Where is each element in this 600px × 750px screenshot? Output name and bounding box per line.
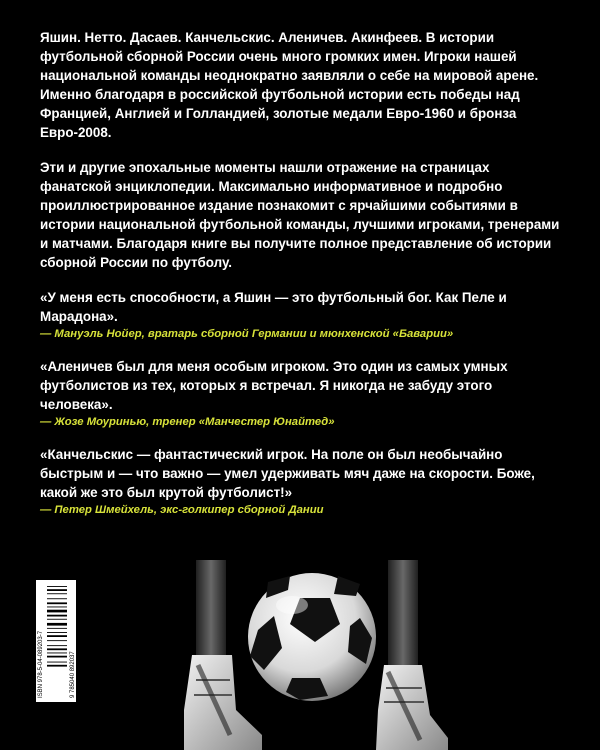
barcode-bar	[47, 586, 67, 587]
barcode-bar	[47, 635, 67, 637]
quote-author: — Петер Шмейхель, экс-голкипер сборной Дании	[40, 504, 324, 516]
back-cover-text	[40, 28, 562, 533]
quote-text: «Канчельскис — фантастический игрок. На поле он был необычайно быстрым и — что важно — умел удерживать мяч даже на скорости. Боже, какой же это был крутой футболист!»	[40, 447, 535, 500]
barcode-bar	[47, 628, 67, 629]
barcode-bar	[47, 598, 67, 599]
ball-icon	[248, 573, 376, 701]
description-paragraph: Эти и другие эпохальные моменты нашли отражение на страницах фанатской энциклопедии. Максимально информативное и подробно проиллюстрированное издание познакомит с ярчайшими событиями в истории национальной футбольной команды, лучшими игроками, тренерами и матчами. Благодаря книге вы получите полное представление об истории сборной России по футболу.	[40, 160, 560, 270]
barcode-bar	[47, 645, 67, 646]
barcode-bar	[47, 662, 67, 663]
quote-text: «Аленичев был для меня особым игроком. Это один из самых умных футболистов из тех, которых я встречал. Я никогда не забуду этого человека».	[40, 359, 508, 412]
right-boot-icon	[376, 560, 448, 750]
quote-author: — Жозе Моуринью, тренер «Манчестер Юнайтед»	[40, 416, 335, 428]
barcode-bar	[47, 665, 67, 667]
barcode-bar	[47, 589, 67, 591]
barcode-bar	[47, 602, 67, 604]
barcode-bar	[47, 648, 67, 650]
quote-mourinho	[40, 357, 562, 430]
quote-schmeichel	[40, 445, 562, 518]
barcode-bar	[47, 632, 67, 633]
barcode-digits: 9 785040 892037	[70, 651, 76, 698]
intro-paragraph: Яшин. Нетто. Дасаев. Канчельскис. Аленичев. Акинфеев. В истории футбольной сборной России очень много громких имен. Игроки нашей национальной команды неоднократно заявляли о себе на мировой арене. Именно благодаря в российской футбольной истории есть победы над Францией, Англией и Голландией, золотые медали Евро-1960 и бронза Евро-2008.	[40, 30, 539, 140]
isbn-barcode	[36, 580, 76, 702]
barcode-bars	[47, 586, 67, 667]
barcode-bar	[47, 607, 67, 608]
quote-author: — Мануэль Нойер, вратарь сборной Германии и мюнхенской «Баварии»	[40, 328, 454, 340]
quote-neuer	[40, 288, 562, 342]
quote-text: «У меня есть способности, а Яшин — это футбольный бог. Как Пеле и Марадона».	[40, 290, 507, 324]
barcode-bar	[47, 610, 67, 613]
football-illustration	[0, 560, 600, 750]
isbn-label: ISBN 978-5-04-089203-7	[38, 630, 44, 698]
barcode-bar	[47, 656, 67, 658]
barcode-bar	[47, 615, 67, 617]
barcode-bar	[47, 623, 67, 626]
barcode-bar	[47, 593, 67, 594]
barcode-bar	[47, 619, 67, 620]
barcode-bar	[47, 653, 67, 654]
left-boot-icon	[184, 560, 262, 750]
barcode-bar	[47, 640, 67, 641]
